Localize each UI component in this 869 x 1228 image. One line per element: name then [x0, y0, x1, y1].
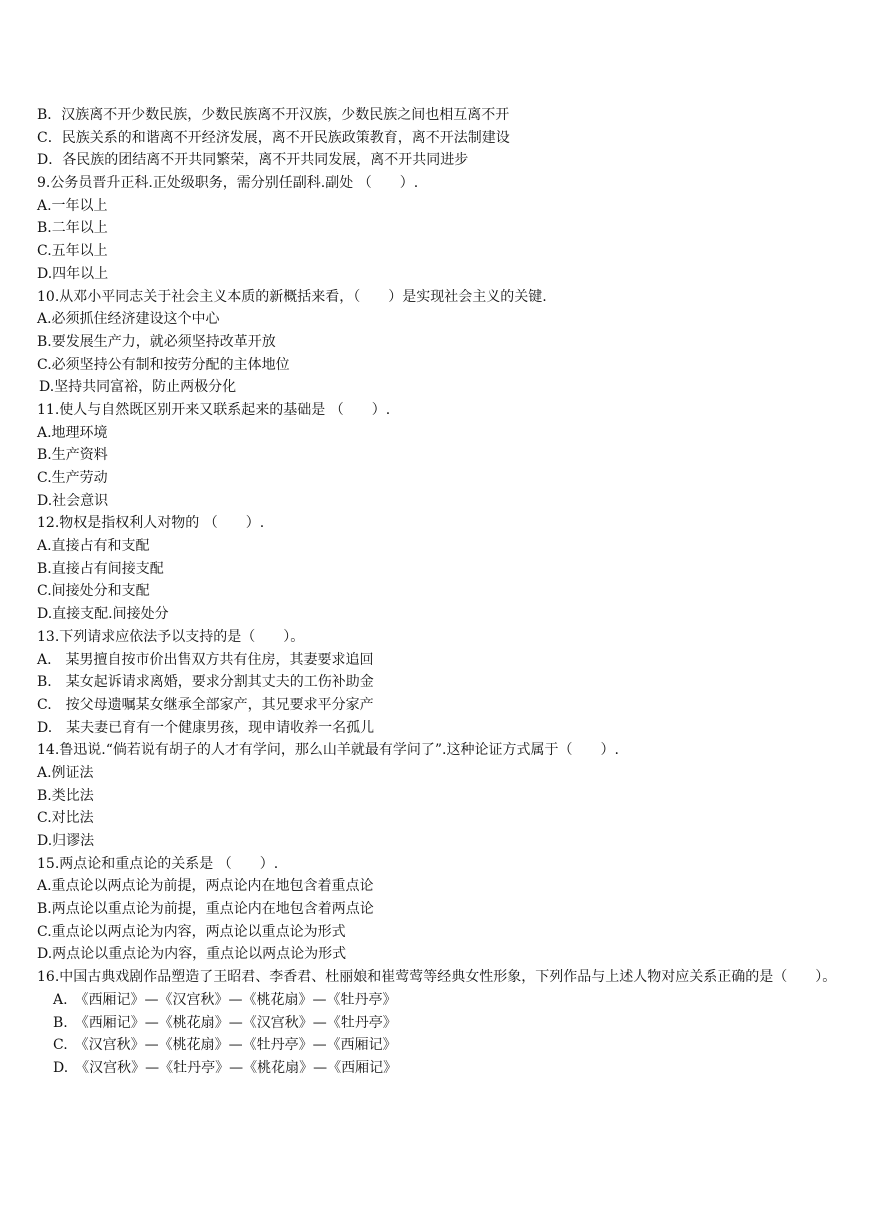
- q14-option-d: D.归谬法: [37, 833, 95, 849]
- q8-option-d: D．各民族的团结离不开共同繁荣，离不开共同发展，离不开共同进步: [37, 152, 469, 169]
- q14-option-b: B.类比法: [37, 787, 94, 804]
- q11-option-a: A.地理环境: [37, 424, 108, 441]
- q11-option-c: C.生产劳动: [37, 470, 108, 486]
- q9-option-a: A.一年以上: [37, 197, 108, 214]
- exam-document: [37, 104, 857, 1080]
- q9-option-d: D.四年以上: [37, 265, 109, 282]
- q16-option-b: B. 《西厢记》—《桃花扇》—《汉宫秋》—《牡丹亭》: [53, 1014, 397, 1031]
- q10-option-a: A.必须抓住经济建设这个中心: [37, 311, 220, 328]
- q15-option-c: C.重点论以两点论为内容，两点论以重点论为形式: [37, 923, 346, 940]
- q10-option-d: D.坚持共同富裕，防止两极分化: [39, 379, 237, 396]
- q15-stem: 15.两点论和重点论的关系是 （ ）.: [37, 855, 279, 872]
- q14-stem: 14.鲁迅说.“倘若说有胡子的人才有学问，那么山羊就最有学问了”.这种论证方式属于（ ）.: [37, 742, 619, 759]
- q11-option-b: B.生产资料: [37, 447, 108, 464]
- q15-option-a: A.重点论以两点论为前提，两点论内在地包含着重点论: [37, 878, 374, 895]
- q12-stem: 12.物权是指权利人对物的 （ ）.: [37, 515, 265, 532]
- q13-option-b: B. 某女起诉请求离婚，要求分割其丈夫的工伤补助金: [37, 674, 374, 691]
- q12-option-b: B.直接占有间接支配: [37, 560, 164, 577]
- q16-option-c: C. 《汉宫秋》—《桃花扇》—《牡丹亭》—《西厢记》: [53, 1037, 397, 1054]
- q16-option-a: A. 《西厢记》—《汉宫秋》—《桃花扇》—《牡丹亭》: [53, 991, 397, 1008]
- q16-option-d: D. 《汉宫秋》—《牡丹亭》—《桃花扇》—《西厢记》: [53, 1059, 398, 1076]
- q8-option-c: C．民族关系的和谐离不开经济发展，离不开民族政策教育，离不开法制建设: [37, 129, 510, 146]
- q15-option-d: D.两点论以重点论为内容，重点论以两点论为形式: [37, 946, 347, 963]
- q14-option-a: A.例证法: [37, 764, 94, 781]
- q9-option-b: B.二年以上: [37, 220, 108, 237]
- q9-option-c: C.五年以上: [37, 243, 108, 260]
- q11-stem: 11.使人与自然既区别开来又联系起来的基础是 （ ）.: [37, 401, 391, 418]
- q13-stem: 13.下列请求应依法予以支持的是（ ）。: [37, 628, 305, 645]
- q11-option-d: D.社会意识: [37, 492, 109, 509]
- q12-option-a: A.直接占有和支配: [37, 538, 150, 555]
- q8-option-b: B．汉族离不开少数民族，少数民族离不开汉族，少数民族之间也相互离不开: [37, 107, 510, 123]
- q12-option-d: D.直接支配.间接处分: [37, 606, 169, 623]
- q12-option-c: C.间接处分和支配: [37, 583, 150, 600]
- q15-option-b: B.两点论以重点论为前提，重点论内在地包含着两点论: [37, 901, 374, 918]
- q14-option-c: C.对比法: [37, 810, 94, 827]
- q9-stem: 9.公务员晋升正科.正处级职务，需分别任副科.副处 （ ）.: [37, 175, 419, 192]
- q10-option-b: B.要发展生产力，就必须坚持改革开放: [37, 333, 276, 350]
- q10-option-c: C.必须坚持公有制和按劳分配的主体地位: [37, 356, 290, 373]
- q10-stem: 10.从邓小平同志关于社会主义本质的新概括来看，（ ）是实现社会主义的关键.: [37, 288, 547, 305]
- q13-option-c: C. 按父母遗嘱某女继承全部家产，其兄要求平分家产: [37, 696, 374, 713]
- q16-stem: 16.中国古典戏剧作品塑造了王昭君、李香君、杜丽娘和崔莺莺等经典女性形象，下列作品与上述人物对应关系正确的是（ ）。: [37, 969, 837, 986]
- q13-option-d: D. 某夫妻已育有一个健康男孩，现申请收养一名孤儿: [37, 719, 375, 736]
- q13-option-a: A. 某男擅自按市价出售双方共有住房，其妻要求追回: [37, 651, 374, 668]
